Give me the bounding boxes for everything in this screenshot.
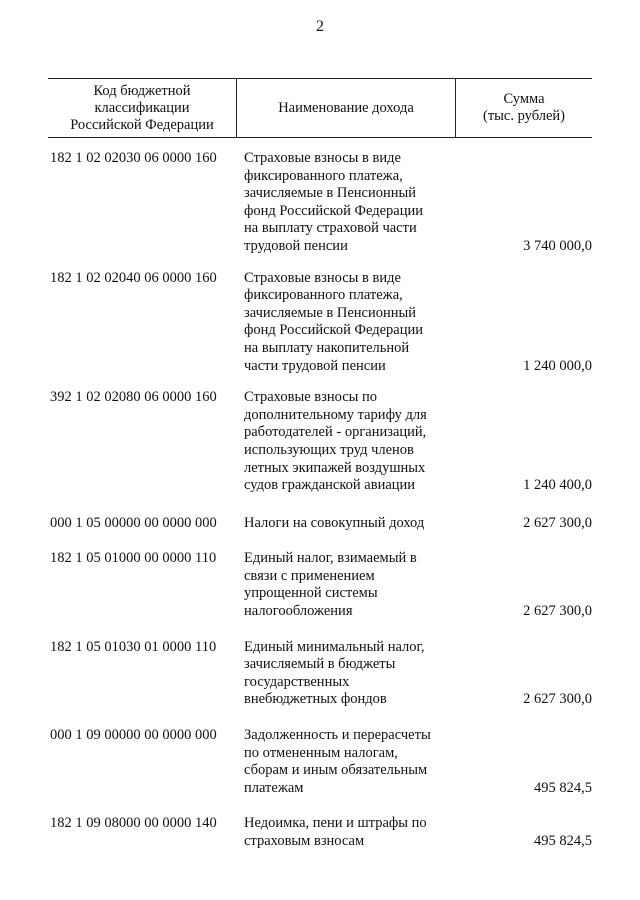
row-code: 182 1 02 02030 06 0000 160 <box>50 150 217 166</box>
row-name: Страховые взносы по дополнительному тарифу для работодателей - организаций, использующих труд членов летных экипажей воздушных судов гражданской авиации <box>244 389 427 494</box>
table-row <box>48 550 592 620</box>
table-row <box>48 639 592 709</box>
row-code: 182 1 05 01000 00 0000 110 <box>50 550 217 567</box>
table-row <box>48 150 592 256</box>
page-number: 2 <box>316 18 324 35</box>
table-row <box>48 727 592 797</box>
table-header <box>48 78 592 138</box>
row-code: 000 1 09 00000 00 0000 000 <box>50 727 217 744</box>
table-row <box>48 515 592 533</box>
row-sum: 1 240 000,0 <box>523 357 592 374</box>
row-sum: 3 740 000,0 <box>523 237 592 254</box>
table-body <box>48 150 592 851</box>
row-code: 182 1 02 02040 06 0000 160 <box>50 269 217 286</box>
header-sum: Сумма (тыс. рублей) <box>483 91 565 124</box>
row-sum: 495 824,5 <box>534 779 592 796</box>
row-sum: 2 627 300,0 <box>523 691 592 708</box>
row-name: Недоимка, пени и штрафы по страховым взносам <box>244 815 427 849</box>
row-name: Страховые взносы в виде фиксированного платежа, зачисляемые в Пенсионный фонд Российской Федерации на выплату накопительной части трудовой пенсии <box>244 269 423 374</box>
row-name: Задолженность и перерасчеты по отмененным налогам, сборам и иным обязательным платежам <box>244 727 431 796</box>
row-sum: 1 240 400,0 <box>523 477 592 494</box>
row-sum: 2 627 300,0 <box>523 603 592 620</box>
row-name: Единый минимальный налог, зачисляемый в бюджеты государственных внебюджетных фондов <box>244 638 425 708</box>
row-code: 000 1 05 00000 00 0000 000 <box>50 514 217 531</box>
row-code: 182 1 05 01030 01 0000 110 <box>50 638 217 655</box>
header-code: Код бюджетной классификации Российской Федерации <box>70 82 214 133</box>
row-name: Единый налог, взимаемый в связи с применением упрощенной системы налогообложения <box>244 550 417 620</box>
row-code: 392 1 02 02080 06 0000 160 <box>50 389 217 406</box>
table-row <box>48 389 592 495</box>
row-name: Налоги на совокупный доход <box>244 514 425 531</box>
row-code: 182 1 09 08000 00 0000 140 <box>50 815 217 832</box>
row-sum: 2 627 300,0 <box>523 514 592 531</box>
row-name: Страховые взносы в виде фиксированного платежа, зачисляемые в Пенсионный фонд Российской Федерации на выплату страховой части трудовой пенсии <box>244 150 423 254</box>
header-name: Наименование дохода <box>236 79 456 137</box>
row-sum: 495 824,5 <box>534 833 592 849</box>
table-row <box>48 270 592 376</box>
table-row <box>48 815 592 850</box>
